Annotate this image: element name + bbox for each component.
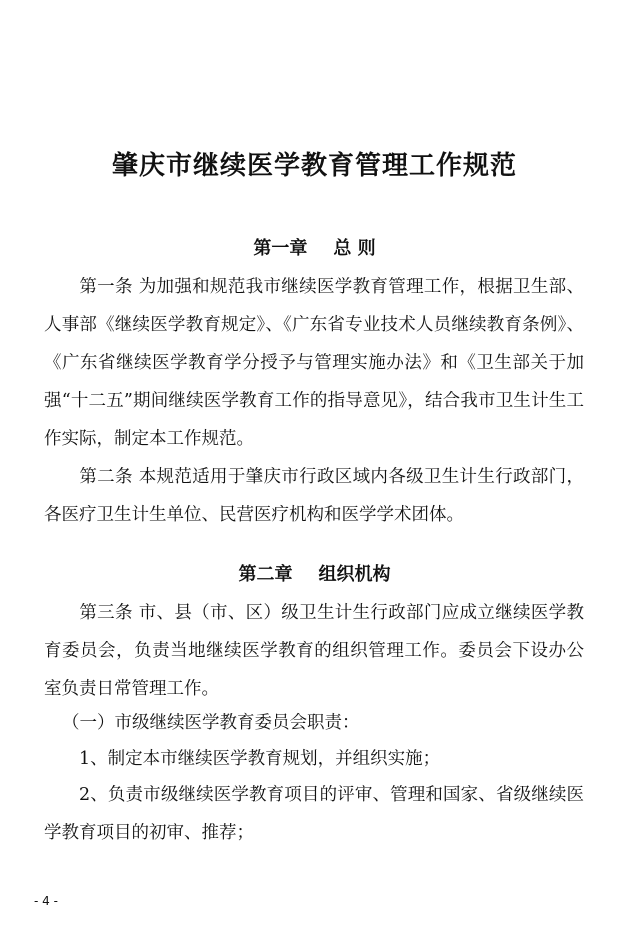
chapter-name: 组织机构	[318, 564, 391, 585]
article-1	[44, 268, 584, 458]
duty-1: 1、制定本市继续医学教育规划，并组织实施；	[79, 749, 441, 769]
item-heading: （一）市级继续医学教育委员会职责：	[62, 713, 360, 733]
article-2	[44, 458, 584, 534]
duty-2-text: 2、负责市级继续医学教育项目的评审、管理和国家、省级继续医学教育项目的初审、推荐；	[44, 785, 584, 843]
chapter-name: 总 则	[333, 238, 376, 259]
article-3	[44, 594, 584, 708]
chapter-number: 第一章	[253, 238, 308, 259]
article-3-text: 第三条 市、县（市、区）级卫生计生行政部门应成立继续医学教育委员会，负责当地继续医学教育的组织管理工作。委员会下设办公室负责日常管理工作。	[44, 603, 584, 699]
duty-2	[44, 776, 584, 852]
chapter-number: 第二章	[238, 564, 293, 585]
page-number: - 4 -	[34, 894, 58, 908]
chapter-heading-1	[0, 236, 629, 262]
chapter-heading-2	[0, 562, 629, 588]
article-1-text: 第一条 为加强和规范我市继续医学教育管理工作，根据卫生部、人事部《继续医学教育规定》、《广东省专业技术人员继续教育条例》、《广东省继续医学教育学分授予与管理实施办法》和《卫生部关于加强“十二五”期间继续医学教育工作的指导意见》，结合我市卫生计生工作实际，制定本工作规范。	[44, 277, 584, 449]
document-title: 肇庆市继续医学教育管理工作规范	[111, 151, 517, 181]
article-2-text: 第二条 本规范适用于肇庆市行政区域内各级卫生计生行政部门，各医疗卫生计生单位、民营医疗机构和医学学术团体。	[44, 467, 584, 525]
